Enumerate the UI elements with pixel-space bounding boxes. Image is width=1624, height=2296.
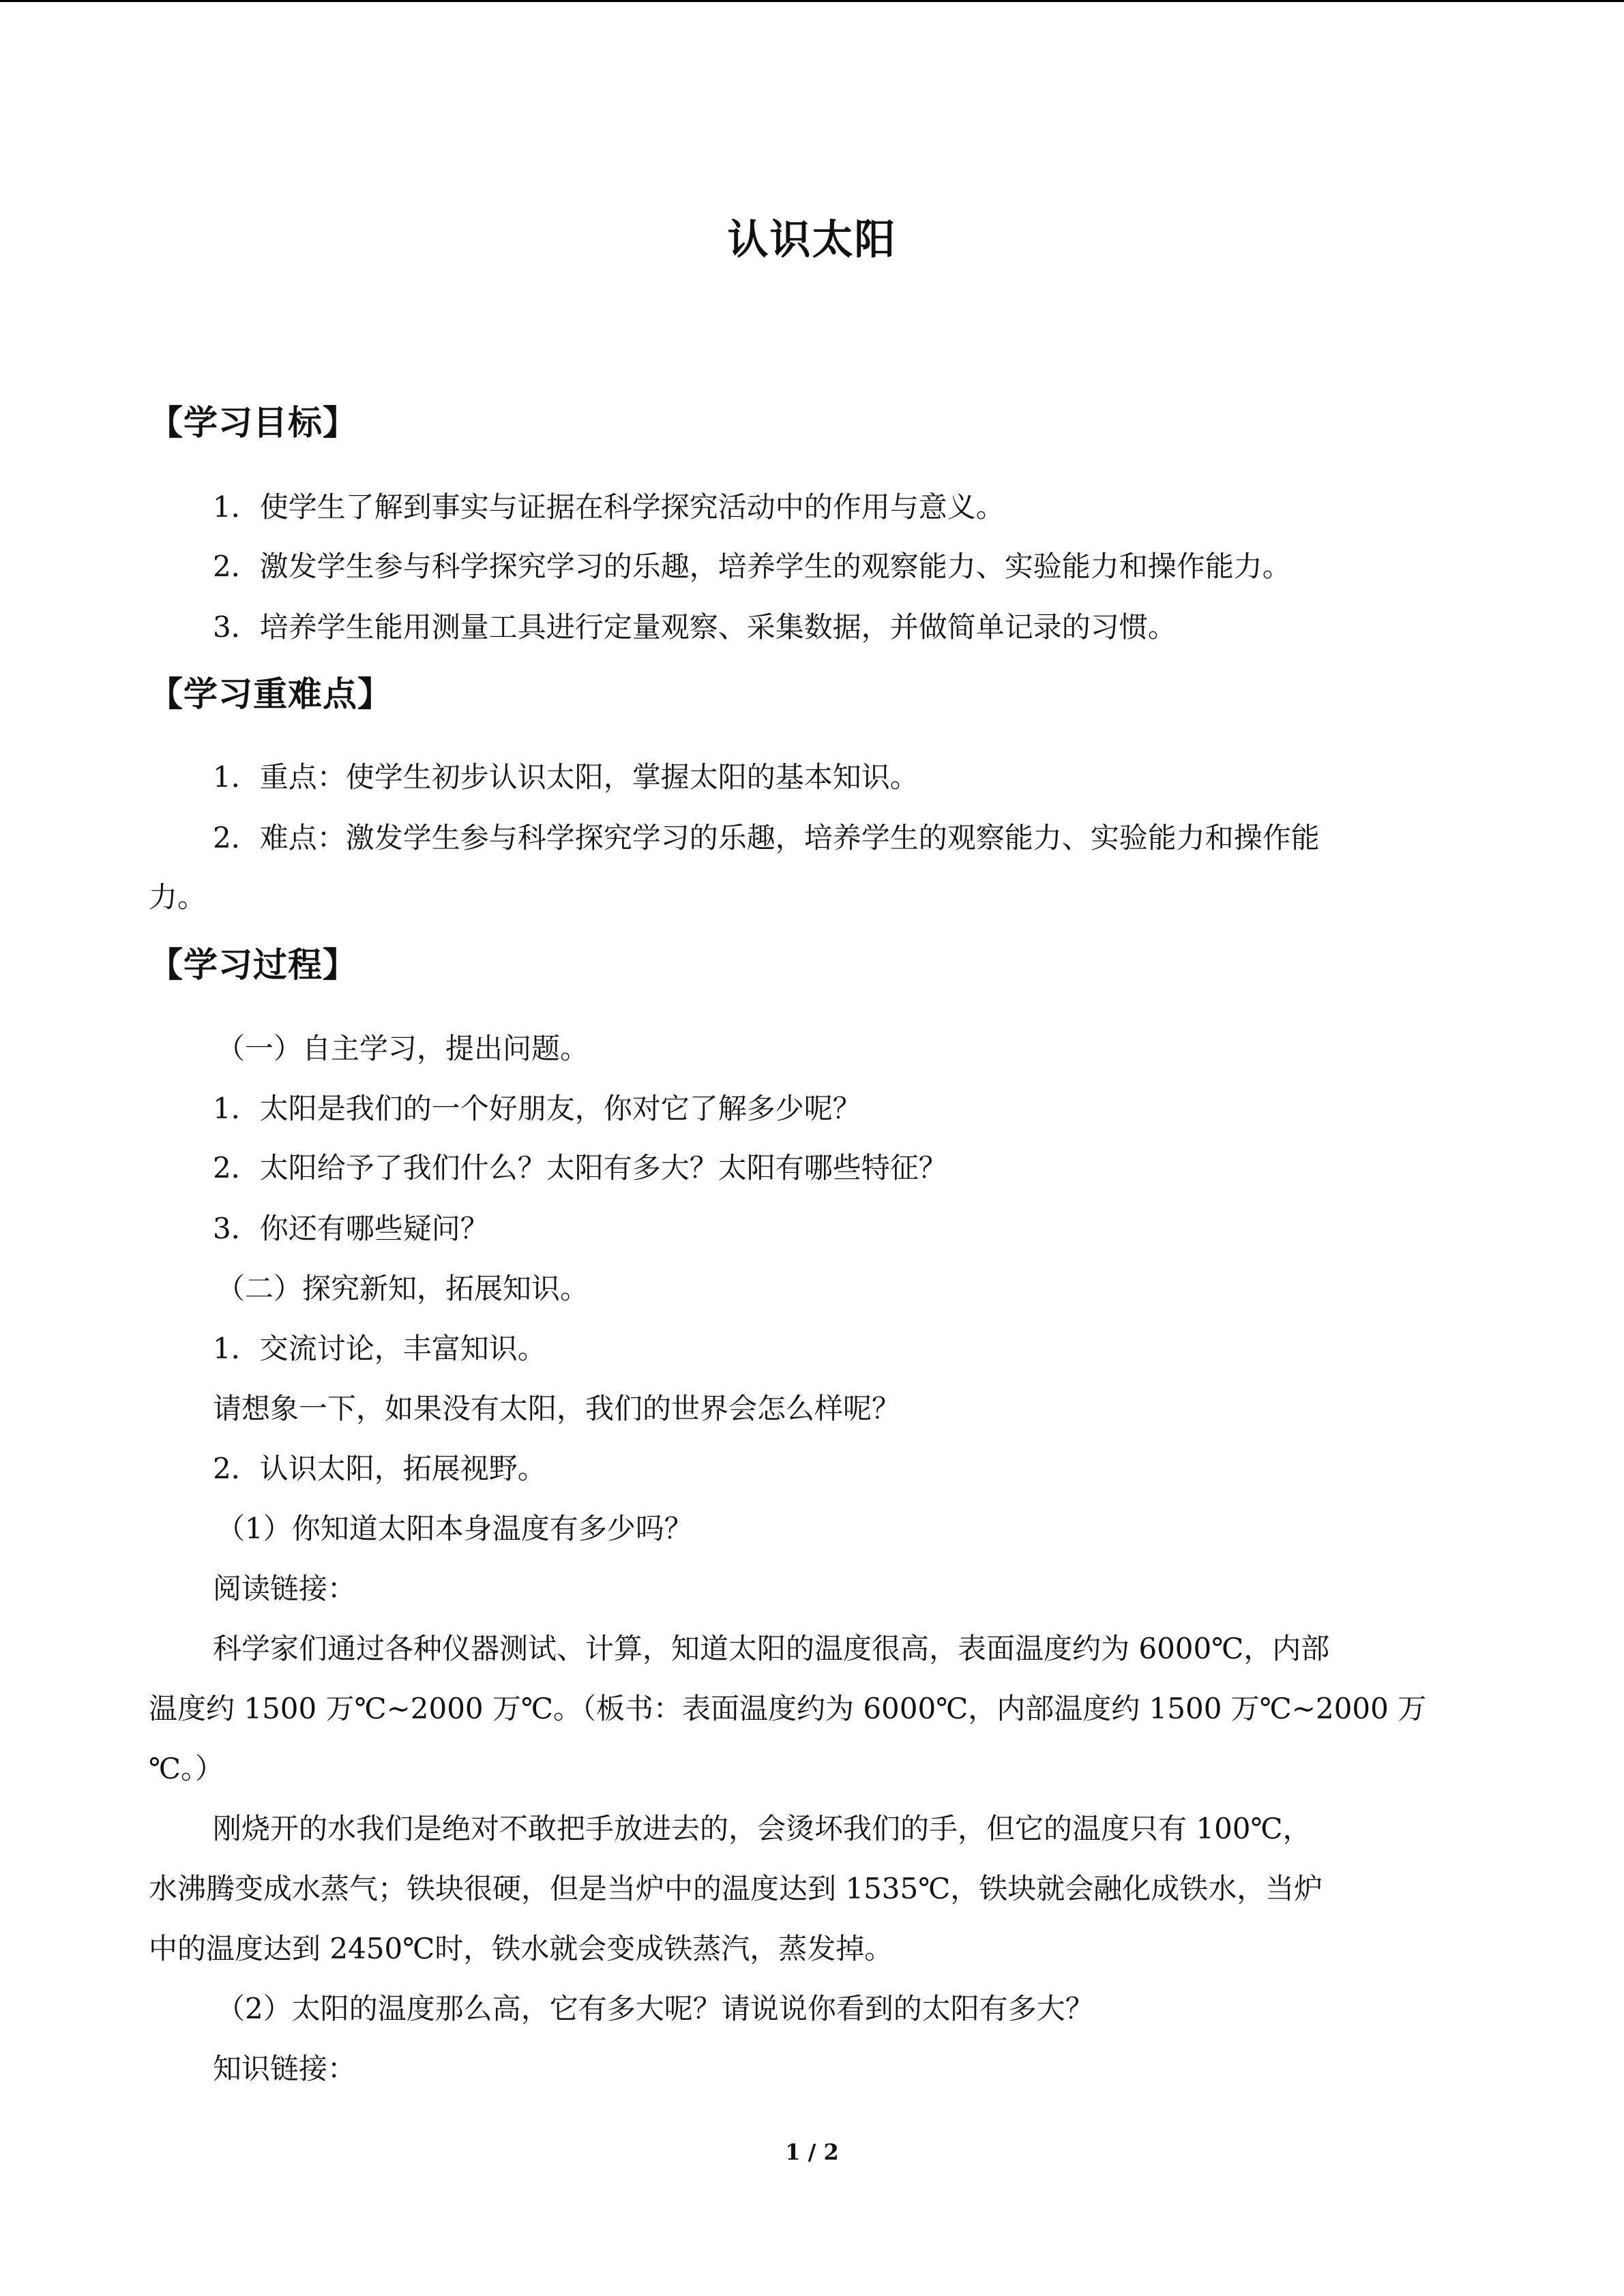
paragraph-line: 温度约 1500 万℃~2000 万℃。（板书：表面温度约为 6000℃，内部温度约 1500 万℃~2000 万: [149, 1692, 1427, 1725]
process-line: 阅读链接：: [213, 1572, 357, 1605]
objective-item: 3．培养学生能用测量工具进行定量观察、采集数据，并做简单记录的习惯。: [213, 610, 1177, 644]
process-line: 请想象一下，如果没有太阳，我们的世界会怎么样呢？: [213, 1392, 901, 1425]
page-title: 认识太阳: [727, 216, 897, 264]
section-heading-key-points: 【学习重难点】: [149, 674, 392, 714]
process-line: （一）自主学习，提出问题。: [216, 1032, 589, 1065]
process-line: 1．太阳是我们的一个好朋友，你对它了解多少呢？: [213, 1092, 861, 1125]
paragraph-line: 中的温度达到 2450℃时，铁水就会变成铁蒸汽，蒸发掉。: [149, 1932, 894, 1965]
key-point-item: 2．难点：激发学生参与科学探究学习的乐趣，培养学生的观察能力、实验能力和操作能: [213, 821, 1320, 854]
section-heading-objectives: 【学习目标】: [149, 403, 357, 443]
key-point-item-continuation: 力。: [149, 880, 207, 914]
page-number: 1 / 2: [785, 2139, 839, 2165]
process-line: 2．太阳给予了我们什么？太阳有多大？太阳有哪些特征？: [213, 1151, 947, 1184]
process-line: （2）太阳的温度那么高，它有多大呢？请说说你看到的太阳有多大？: [216, 1992, 1094, 2025]
key-point-item: 1．重点：使学生初步认识太阳，掌握太阳的基本知识。: [213, 760, 919, 794]
objective-item: 2．激发学生参与科学探究学习的乐趣，培养学生的观察能力、实验能力和操作能力。: [213, 550, 1291, 583]
paragraph-line: 水沸腾变成水蒸气；铁块很硬，但是当炉中的温度达到 1535℃，铁块就会融化成铁水，当炉: [149, 1872, 1323, 1905]
section-heading-process: 【学习过程】: [149, 945, 357, 985]
paragraph-line: 刚烧开的水我们是绝对不敢把手放进去的，会烫坏我们的手，但它的温度只有 100℃，: [213, 1812, 1312, 1845]
process-line: （1）你知道太阳本身温度有多少吗？: [216, 1512, 693, 1545]
process-line: （二）探究新知，拓展知识。: [216, 1272, 589, 1305]
process-line: 1．交流讨论，丰富知识。: [213, 1332, 546, 1365]
process-line: 2．认识太阳，拓展视野。: [213, 1452, 546, 1485]
process-line: 3．你还有哪些疑问？: [213, 1212, 489, 1245]
process-line: 知识链接：: [213, 2052, 357, 2085]
paragraph-line: 科学家们通过各种仪器测试、计算，知道太阳的温度很高，表面温度约为 6000℃，内部: [213, 1632, 1330, 1665]
objective-item: 1．使学生了解到事实与证据在科学探究活动中的作用与意义。: [213, 490, 1005, 524]
top-border-rule: [0, 0, 1624, 2]
paragraph-line: ℃。）: [149, 1752, 224, 1785]
